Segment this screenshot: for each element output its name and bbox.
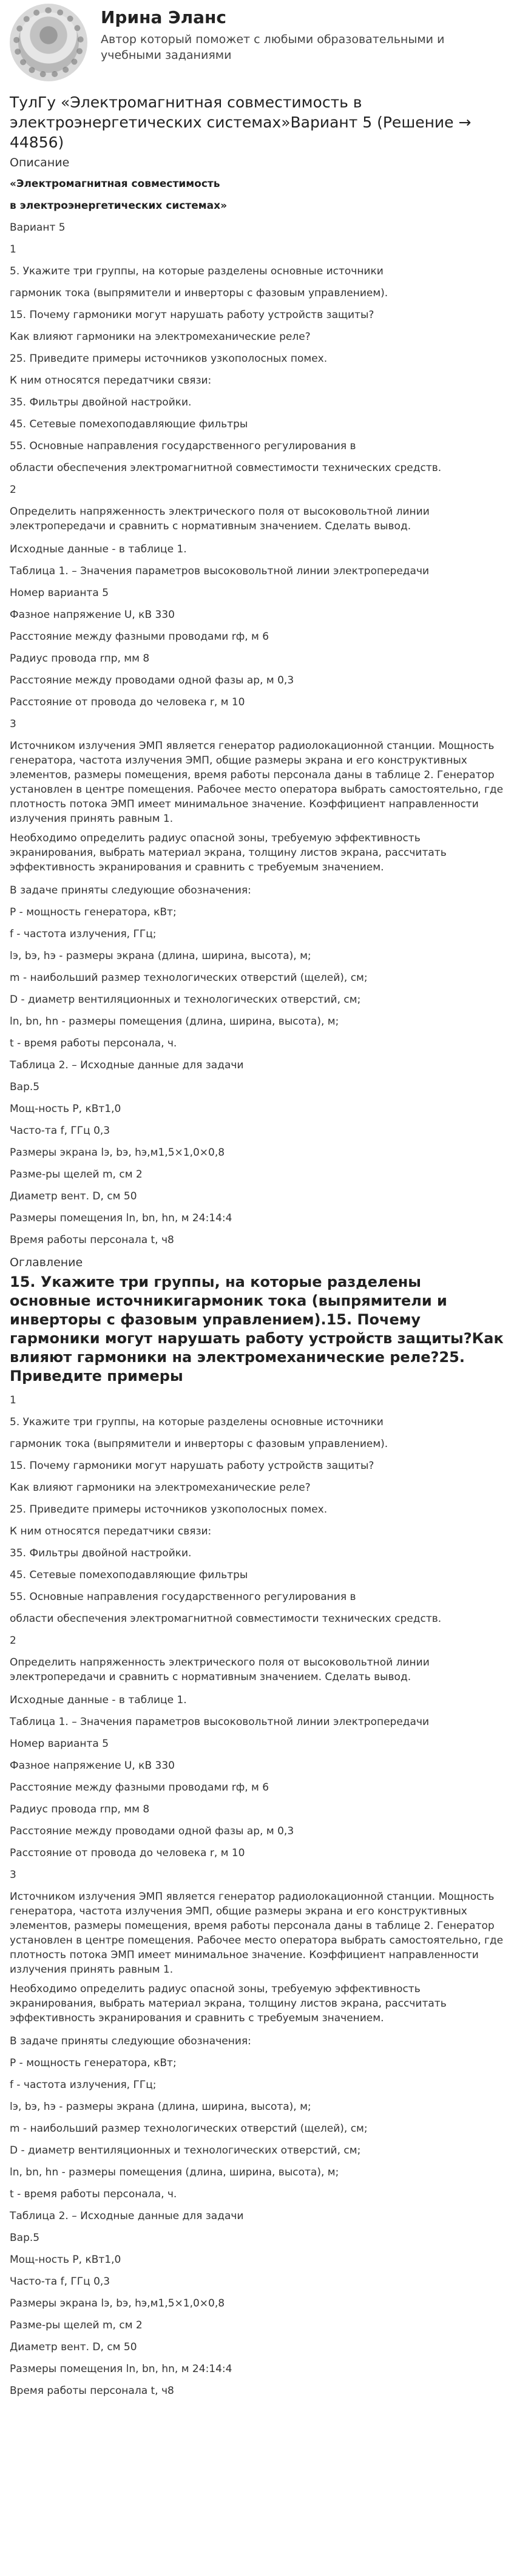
toc-heading: 15. Укажите три группы, на которые разделены основные источникигармоник тока (выпрямители и инверторы с фазовым управлением).15. Почему гармоники могут нарушать работу устройств защиты?Как влияют гармоники на электромеханические реле?25. Приведите примеры (10, 1273, 504, 1385)
toc-paragraph: 45. Сетевые помехоподавляющие фильтры (10, 1569, 248, 1581)
toc-paragraph: Фазное напряжение U, кВ 330 (10, 1760, 175, 1772)
toc-paragraph: Расстояние между проводами одной фазы ар, м 0,3 (10, 1825, 294, 1837)
description-paragraph: Вариант 5 (10, 222, 66, 234)
description-paragraph: К ним относятся передатчики связи: (10, 375, 212, 387)
avatar[interactable] (10, 4, 87, 81)
description-paragraph: m - наибольший размер технологических отверстий (щелей), см; (10, 972, 368, 984)
description-paragraph: Необходимо определить радиус опасной зоны, требуемую эффективность экранирования, выбрать материал экрана, толщину листов экрана, рассчитать эффективность экранирования и сравнить с требуемым значением. (10, 832, 447, 873)
toc-paragraph: Размеры экрана lэ, bэ, hэ,м1,5×1,0×0,8 (10, 2297, 225, 2310)
toc-paragraph: Диаметр вент. D, см 50 (10, 2341, 137, 2353)
toc-paragraph: 35. Фильтры двойной настройки. (10, 1547, 192, 1559)
description-paragraph: P - мощность генератора, кВт; (10, 906, 177, 918)
description-paragraph: Определить напряженность электрического поля от высоковольтной линии электропередачи и сравнить с нормативным значением. Сделать вывод. (10, 506, 430, 532)
description-paragraph: 25. Приведите примеры источников узкополосных помех. (10, 353, 328, 365)
description-paragraph: 45. Сетевые помехоподавляющие фильтры (10, 418, 248, 430)
description-paragraph: Фазное напряжение U, кВ 330 (10, 609, 175, 621)
toc-paragraph: Вар.5 (10, 2232, 40, 2244)
toc-paragraph: lэ, bэ, hэ - размеры экрана (длина, ширина, высота), м; (10, 2101, 311, 2113)
description-paragraph: Размеры помещения ln, bn, hn, м 24:14:4 (10, 1212, 232, 1224)
toc-paragraph: Как влияют гармоники на электромеханические реле? (10, 1482, 311, 1494)
description-paragraph: f - частота излучения, ГГц; (10, 928, 157, 940)
description-paragraph: ln, bn, hn - размеры помещения (длина, ширина, высота), м; (10, 1015, 339, 1028)
toc-paragraph: К ним относятся передатчики связи: (10, 1525, 212, 1537)
toc-paragraph: f - частота излучения, ГГц; (10, 2079, 157, 2091)
toc-paragraph: Исходные данные - в таблице 1. (10, 1694, 187, 1706)
toc-paragraph: Часто-та f, ГГц 0,3 (10, 2276, 110, 2288)
author-meta (101, 4, 489, 63)
toc-paragraph: 5. Укажите три группы, на которые разделены основные источники (10, 1416, 384, 1428)
author-card (10, 4, 506, 89)
toc-paragraph: 55. Основные направления государственного регулирования в (10, 1591, 356, 1603)
description-paragraph: Исходные данные - в таблице 1. (10, 543, 187, 555)
toc-paragraph: Номер варианта 5 (10, 1738, 109, 1750)
description-label: Описание (10, 156, 70, 169)
toc-paragraph: Радиус провода rпр, мм 8 (10, 1803, 150, 1815)
toc-paragraph: 3 (10, 1869, 16, 1881)
toc-body (10, 1389, 506, 2402)
description-paragraph: Таблица 1. – Значения параметров высоковольтной линии электропередачи (10, 565, 430, 577)
toc-paragraph: D - диаметр вентиляционных и технологических отверстий, см; (10, 2144, 361, 2157)
description-paragraph: 55. Основные направления государственного регулирования в (10, 440, 356, 452)
toc-paragraph: Размеры помещения ln, bn, hn, м 24:14:4 (10, 2363, 232, 2375)
description-paragraph: Мощ-ность Р, кВт1,0 (10, 1103, 121, 1115)
description-paragraph: области обеспечения электромагнитной совместимости технических средств. (10, 462, 442, 474)
description-paragraph: Размеры экрана lэ, bэ, hэ,м1,5×1,0×0,8 (10, 1147, 225, 1159)
description-paragraph: lэ, bэ, hэ - размеры экрана (длина, ширина, высота), м; (10, 950, 311, 962)
toc-paragraph: Время работы персонала t, ч8 (10, 2385, 174, 2397)
description-paragraph: 5. Укажите три группы, на которые разделены основные источники (10, 265, 384, 277)
description-title-line: «Электромагнитная совместимость (10, 178, 220, 190)
description-paragraph: Диаметр вент. D, см 50 (10, 1190, 137, 1202)
author-description: Автор который поможет с любыми образовательными и учебными заданиями (101, 33, 445, 62)
toc-paragraph: Необходимо определить радиус опасной зоны, требуемую эффективность экранирования, выбрать материал экрана, толщину листов экрана, рассчитать эффективность экранирования и сравнить с требуемым значением. (10, 1983, 447, 2024)
toc-paragraph: В задаче приняты следующие обозначения: (10, 2035, 251, 2047)
description-paragraph: Время работы персонала t, ч8 (10, 1234, 174, 1246)
toc-paragraph: гармоник тока (выпрямители и инверторы с фазовым управлением). (10, 1438, 388, 1450)
toc-paragraph: Источником излучения ЭМП является генератор радиолокационной станции. Мощность генератора, частота излучения ЭМП, общие размеры экрана и его конструктивных элементов, размеры помещения, время работы персонала даны в таблице 2. Генератор установлен в центре помещения. Рабочее место оператора выбрать самостоятельно, где плотность потока ЭМП имеет минимальное значение. Коэффициент направленности излучения принять равным 1. (10, 1891, 504, 1976)
toc-paragraph: Расстояние между фазными проводами rф, м 6 (10, 1781, 269, 1794)
description-paragraph: Расстояние между проводами одной фазы ар, м 0,3 (10, 674, 294, 686)
description-paragraph: Источником излучения ЭМП является генератор радиолокационной станции. Мощность генератора, частота излучения ЭМП, общие размеры экрана и его конструктивных элементов, размеры помещения, время работы персонала даны в таблице 2. Генератор установлен в центре помещения. Рабочее место оператора выбрать самостоятельно, где плотность потока ЭМП имеет минимальное значение. Коэффициент направленности излучения принять равным 1. (10, 740, 504, 825)
toc-paragraph: ln, bn, hn - размеры помещения (длина, ширина, высота), м; (10, 2166, 339, 2178)
description-paragraph: 3 (10, 718, 16, 730)
description-paragraph: 15. Почему гармоники могут нарушать работу устройств защиты? (10, 309, 374, 321)
toc-paragraph: m - наибольший размер технологических отверстий (щелей), см; (10, 2123, 368, 2135)
description-paragraph: 35. Фильтры двойной настройки. (10, 396, 192, 408)
description-body (10, 217, 506, 1251)
description-paragraph: 2 (10, 484, 16, 496)
toc-paragraph: t - время работы персонала, ч. (10, 2188, 177, 2200)
description-paragraph: Таблица 2. – Исходные данные для задачи (10, 1059, 244, 1071)
description-paragraph: Номер варианта 5 (10, 587, 109, 599)
toc-paragraph: 25. Приведите примеры источников узкополосных помех. (10, 1503, 328, 1516)
description-paragraph: Разме-ры щелей m, см 2 (10, 1168, 143, 1181)
description-paragraph: D - диаметр вентиляционных и технологических отверстий, см; (10, 994, 361, 1006)
description-paragraph: 1 (10, 243, 16, 256)
description-paragraph: Расстояние от провода до человека r, м 10 (10, 696, 245, 708)
description-paragraph: В задаче приняты следующие обозначения: (10, 884, 251, 897)
toc-paragraph: P - мощность генератора, кВт; (10, 2057, 177, 2069)
avatar-frame (13, 7, 84, 78)
toc-paragraph: Разме-ры щелей m, см 2 (10, 2319, 143, 2331)
toc-paragraph: 1 (10, 1394, 16, 1406)
description-paragraph: Часто-та f, ГГц 0,3 (10, 1125, 110, 1137)
description-paragraph: t - время работы персонала, ч. (10, 1037, 177, 1049)
page-title: ТулГу «Электромагнитная совместимость в электроэнергетических системах»Вариант 5 (Решение → 44856) (10, 93, 472, 151)
toc-paragraph: Таблица 2. – Исходные данные для задачи (10, 2210, 244, 2222)
author-name[interactable]: Ирина Эланс (101, 7, 226, 27)
description-paragraph: гармоник тока (выпрямители и инверторы с фазовым управлением). (10, 287, 388, 299)
toc-paragraph: 15. Почему гармоники могут нарушать работу устройств защиты? (10, 1460, 374, 1472)
description-title-line: в электроэнергетических системах» (10, 200, 228, 212)
description-paragraph: Вар.5 (10, 1081, 40, 1093)
toc-paragraph: Мощ-ность Р, кВт1,0 (10, 2254, 121, 2266)
toc-paragraph: 2 (10, 1635, 16, 1647)
description-paragraph: Как влияют гармоники на электромеханические реле? (10, 331, 311, 343)
toc-label: Оглавление (10, 1256, 83, 1269)
description-paragraph: Расстояние между фазными проводами rф, м 6 (10, 631, 269, 643)
toc-paragraph: Таблица 1. – Значения параметров высоковольтной линии электропередачи (10, 1716, 430, 1728)
toc-paragraph: Расстояние от провода до человека r, м 10 (10, 1847, 245, 1859)
toc-paragraph: Определить напряженность электрического поля от высоковольтной линии электропередачи и сравнить с нормативным значением. Сделать вывод. (10, 1656, 430, 1683)
description-paragraph: Радиус провода rпр, мм 8 (10, 652, 150, 665)
toc-paragraph: области обеспечения электромагнитной совместимости технических средств. (10, 1613, 442, 1625)
